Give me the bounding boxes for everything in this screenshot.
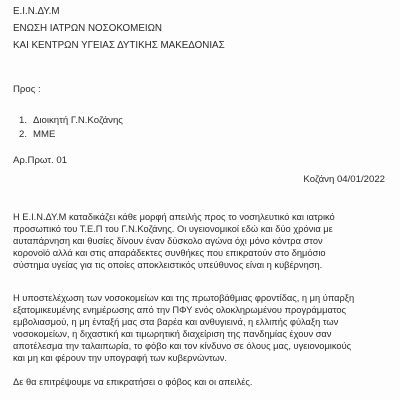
recipients-label: Προς : [13,84,41,95]
paragraph-line: αποτέλεσμα την ταλαιπωρία, το φόβο και τον κίνδυνο σε όλους μας, υγειονομικούς [13,341,352,351]
recipient-number: 1. [19,115,28,126]
paragraph-line: προσωπικό του Τ.Ε.Π του Γ.Ν.Κοζάνης. Οι υγειονομικοί εδώ και δύο χρόνια με [13,224,333,234]
org-name-line-2: ΚΑΙ ΚΕΝΤΡΩΝ ΥΓΕΙΑΣ ΔΥΤΙΚΗΣ ΜΑΚΕΔΟΝΙΑΣ [13,40,225,51]
recipients-list [19,114,123,142]
paragraph-line: αυταπάρνηση και θυσίες δίνουν έναν δύσκολο αγώνα όχι μόνο κόντρα στον [13,236,323,246]
recipient-item [19,114,123,128]
paragraph-line: νοσοκομείων, η διχαστική και τιμωρητική διαχείριση της πανδημίας έχουν σαν [13,329,332,339]
paragraph-line: κορονοϊό αλλά και στις απαράδεκτες συνθήκες που επικρατούν στο δημόσιο [13,248,326,258]
recipient-item [19,128,123,142]
org-name-line-1: ΕΝΩΣΗ ΙΑΤΡΩΝ ΝΟΣΟΚΟΜΕΙΩΝ [13,23,162,34]
paragraph-line: εξατομικευμένης ενημέρωσης από την ΠΦΥ ενός ολοκληρωμένου προγράμματος [13,305,347,315]
recipient-number: 2. [19,129,28,140]
recipient-text: Διοικητή Γ.Ν.Κοζάνης [33,115,123,126]
paragraph-line: και μη και φέρουν την υπογραφή των κυβερνώντων. [13,353,228,363]
paragraph-line: Η Ε.Ι.Ν.ΔΥ.Μ καταδικάζει κάθε μορφή απειλής προς το νοσηλευτικό και ιατρικό [13,212,335,222]
paragraph-line: εμβολιασμού, η μη ένταξή μας στα βαρέα και ανθυγιεινά, η ελλιπής φύλαξη των [13,317,339,327]
org-abbreviation: Ε.Ι.Ν.ΔΥ.Μ [13,6,60,17]
paragraph-line: σύστημα υγείας για τις οποίες αποκλειστικός υπεύθυνος είναι η κυβέρνηση. [13,260,323,270]
document-date: Κοζάνη 04/01/2022 [303,174,385,185]
protocol-number: Αρ.Πρωτ. 01 [13,155,68,166]
recipient-text: ΜΜΕ [33,129,56,140]
paragraph-line: Δε θα επιτρέψουμε να επικρατήσει ο φόβος και οι απειλές. [13,377,253,387]
paragraph-line: Η υποστελέχωση των νοσοκομείων και της πρωτοβάθμιας φροντίδας, η μη ύπαρξη [13,293,355,303]
